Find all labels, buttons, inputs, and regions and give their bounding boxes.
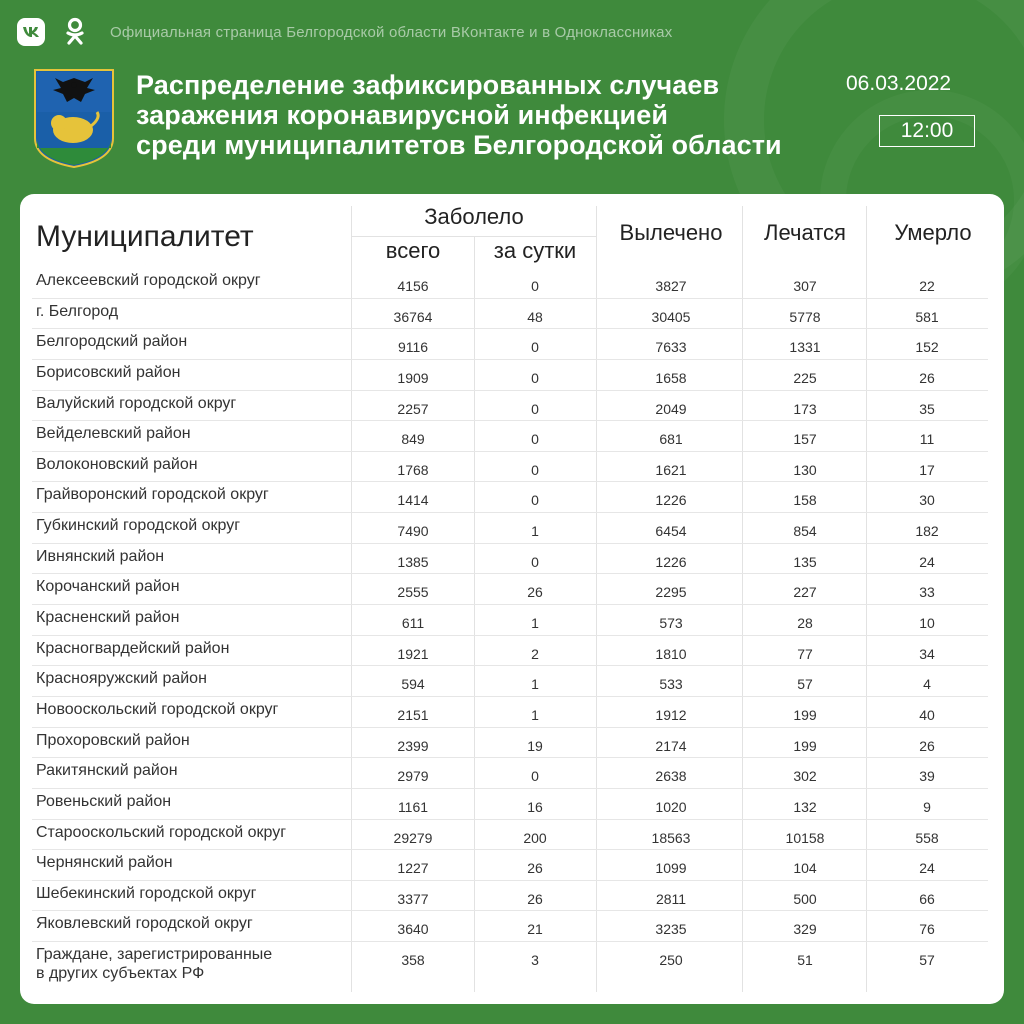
header-sick-day: за сутки bbox=[493, 238, 577, 263]
header-divider bbox=[352, 236, 596, 237]
treated: 51 bbox=[797, 952, 813, 969]
municipality-name: Красненский район bbox=[36, 609, 180, 627]
table-body bbox=[20, 268, 1004, 992]
died: 34 bbox=[919, 645, 935, 662]
died: 57 bbox=[919, 952, 935, 969]
municipality-name: г. Белгород bbox=[36, 302, 119, 320]
municipality-name: Белгородский район bbox=[36, 333, 188, 351]
municipality-name: Корочанский район bbox=[36, 578, 180, 596]
sick-day: 0 bbox=[531, 278, 539, 294]
table-row bbox=[32, 666, 988, 697]
header-died: Умерло bbox=[894, 220, 972, 245]
municipality-name: Ракитянский район bbox=[36, 762, 178, 780]
municipality-name: Шебекинский городской округ bbox=[36, 884, 257, 902]
table-row bbox=[32, 421, 988, 452]
treated: 500 bbox=[793, 890, 817, 907]
treated: 5778 bbox=[789, 308, 821, 325]
sick-total: 36764 bbox=[393, 308, 433, 325]
municipality-name: Алексеевский городской округ bbox=[36, 272, 261, 289]
treated: 302 bbox=[793, 768, 817, 785]
died: 558 bbox=[915, 829, 939, 846]
header-treated: Лечатся bbox=[764, 220, 846, 245]
died: 30 bbox=[919, 492, 935, 509]
sick-total: 29279 bbox=[393, 829, 433, 846]
municipality-name: Борисовский район bbox=[36, 363, 181, 381]
table-row bbox=[32, 360, 988, 391]
treated: 173 bbox=[793, 400, 817, 417]
table-row bbox=[32, 728, 988, 759]
treated: 227 bbox=[793, 584, 817, 601]
table-row bbox=[32, 391, 988, 422]
cured: 1621 bbox=[655, 461, 687, 478]
table-row bbox=[32, 820, 988, 851]
died: 26 bbox=[919, 369, 935, 386]
cured: 1099 bbox=[655, 860, 687, 877]
municipality-name: Грайворонский городской округ bbox=[36, 486, 269, 504]
sick-day: 1 bbox=[531, 676, 539, 693]
cured: 6454 bbox=[655, 523, 687, 540]
table-row bbox=[32, 942, 988, 992]
died: 182 bbox=[915, 523, 939, 540]
sick-total: 611 bbox=[401, 615, 425, 632]
treated: 10158 bbox=[785, 829, 825, 846]
sick-total: 3640 bbox=[397, 921, 429, 938]
died: 4 bbox=[923, 676, 931, 693]
table-row bbox=[32, 758, 988, 789]
sick-day: 3 bbox=[531, 952, 539, 969]
table-row bbox=[32, 636, 988, 667]
sick-total: 9116 bbox=[397, 339, 429, 356]
municipality-name: Яковлевский городской округ bbox=[36, 915, 253, 933]
sick-day: 0 bbox=[531, 339, 539, 356]
died: 24 bbox=[919, 553, 935, 570]
sick-day: 1 bbox=[531, 523, 539, 540]
died: 39 bbox=[919, 768, 935, 785]
municipality-name-line: в других субъектах РФ bbox=[36, 965, 205, 983]
table-row bbox=[32, 544, 988, 575]
sick-day: 21 bbox=[527, 921, 543, 938]
died: 40 bbox=[919, 706, 935, 723]
sick-total: 1161 bbox=[397, 798, 429, 815]
died: 152 bbox=[915, 339, 939, 356]
sick-day: 26 bbox=[527, 890, 543, 907]
odnoklassniki-icon[interactable] bbox=[58, 15, 92, 49]
title-line: среди муниципалитетов Белгородской области bbox=[136, 130, 782, 160]
cured: 250 bbox=[659, 952, 683, 969]
sick-day: 1 bbox=[531, 615, 539, 632]
title-line: Распределение зафиксированных случаев bbox=[136, 70, 720, 100]
table-row bbox=[32, 697, 988, 728]
table-row bbox=[32, 789, 988, 820]
sick-day: 26 bbox=[527, 584, 543, 601]
sick-total: 1768 bbox=[397, 461, 429, 478]
header-sick-total: всего bbox=[385, 238, 441, 263]
died: 35 bbox=[919, 400, 935, 417]
municipality-name: Новооскольский городской округ bbox=[36, 700, 279, 718]
treated: 135 bbox=[793, 553, 817, 570]
municipality-name: Краснояружский район bbox=[36, 670, 207, 688]
report-date: 06.03.2022 bbox=[846, 72, 952, 95]
header-municipality: Муниципалитет bbox=[36, 220, 254, 253]
table-row bbox=[32, 329, 988, 360]
cured: 30405 bbox=[651, 308, 691, 325]
sick-day: 0 bbox=[531, 492, 539, 509]
sick-day: 0 bbox=[531, 400, 539, 417]
treated: 158 bbox=[793, 492, 817, 509]
treated: 28 bbox=[797, 615, 813, 632]
treated: 307 bbox=[793, 278, 817, 294]
cured: 3827 bbox=[655, 278, 687, 294]
sick-day: 0 bbox=[531, 553, 539, 570]
died: 581 bbox=[915, 308, 939, 325]
sick-total: 3377 bbox=[397, 890, 429, 907]
sick-total: 358 bbox=[401, 952, 425, 969]
municipality-name-line: Граждане, зарегистрированные bbox=[36, 946, 273, 964]
municipality-name: Ровеньский район bbox=[36, 792, 172, 810]
treated: 225 bbox=[793, 369, 817, 386]
cured: 2638 bbox=[655, 768, 687, 785]
sick-total: 2399 bbox=[397, 737, 429, 754]
sick-day: 0 bbox=[531, 461, 539, 478]
treated: 157 bbox=[793, 431, 817, 448]
died: 10 bbox=[919, 615, 935, 632]
cured: 2295 bbox=[655, 584, 687, 601]
table-row bbox=[32, 911, 988, 942]
cured: 681 bbox=[659, 431, 683, 448]
municipality-name: Вейделевский район bbox=[36, 425, 191, 443]
sick-day: 16 bbox=[527, 798, 543, 815]
treated: 104 bbox=[793, 860, 817, 877]
died: 26 bbox=[919, 737, 935, 754]
cured: 18563 bbox=[651, 829, 691, 846]
sick-total: 849 bbox=[401, 431, 425, 448]
sick-day: 26 bbox=[527, 860, 543, 877]
sick-total: 1227 bbox=[397, 860, 429, 877]
died: 33 bbox=[919, 584, 935, 601]
treated: 132 bbox=[793, 798, 817, 815]
report-time: 12:00 bbox=[879, 115, 975, 147]
cured: 1810 bbox=[655, 645, 687, 662]
died: 66 bbox=[919, 890, 935, 907]
table-row bbox=[32, 452, 988, 483]
municipality-name bbox=[36, 945, 272, 983]
sick-day: 48 bbox=[527, 308, 543, 325]
table-row bbox=[32, 299, 988, 330]
cured: 533 bbox=[659, 676, 683, 693]
municipality-name: Чернянский район bbox=[36, 854, 173, 872]
sick-total: 594 bbox=[401, 676, 425, 693]
cured: 573 bbox=[659, 615, 683, 632]
sick-total: 7490 bbox=[397, 523, 429, 540]
sick-day: 0 bbox=[531, 369, 539, 386]
table-row bbox=[32, 482, 988, 513]
sick-total: 4156 bbox=[397, 278, 429, 294]
sick-day: 1 bbox=[531, 706, 539, 723]
treated: 130 bbox=[793, 461, 817, 478]
data-table-card bbox=[20, 194, 1004, 1004]
died: 24 bbox=[919, 860, 935, 877]
municipality-name: Прохоровский район bbox=[36, 731, 190, 749]
sick-day: 0 bbox=[531, 768, 539, 785]
cured: 1020 bbox=[655, 798, 687, 815]
died: 9 bbox=[923, 798, 931, 815]
treated: 199 bbox=[793, 737, 817, 754]
treated: 77 bbox=[797, 645, 813, 662]
table-row bbox=[32, 881, 988, 912]
cured: 7633 bbox=[655, 339, 687, 356]
table-row bbox=[32, 850, 988, 881]
sick-total: 1414 bbox=[397, 492, 429, 509]
treated: 57 bbox=[797, 676, 813, 693]
cured: 2811 bbox=[655, 890, 687, 907]
sick-total: 2555 bbox=[397, 584, 429, 601]
social-bar bbox=[14, 14, 672, 50]
municipality-name: Ивнянский район bbox=[36, 547, 165, 565]
municipality-name: Валуйский городской округ bbox=[36, 394, 237, 412]
table-row bbox=[32, 574, 988, 605]
cured: 1226 bbox=[655, 492, 687, 509]
table-row bbox=[32, 513, 988, 544]
sick-total: 1385 bbox=[397, 553, 429, 570]
table-row bbox=[32, 268, 988, 299]
cured: 3235 bbox=[655, 921, 687, 938]
treated: 199 bbox=[793, 706, 817, 723]
title-line: заражения коронавирусной инфекцией bbox=[136, 100, 669, 130]
treated: 1331 bbox=[789, 339, 821, 356]
sick-day: 0 bbox=[531, 431, 539, 448]
sick-day: 200 bbox=[523, 829, 547, 846]
sick-day: 2 bbox=[531, 645, 539, 662]
treated: 854 bbox=[793, 523, 817, 540]
page-title bbox=[136, 70, 816, 160]
cured: 2049 bbox=[655, 400, 687, 417]
sick-day: 19 bbox=[527, 737, 543, 754]
died: 11 bbox=[919, 431, 935, 448]
header-cured: Вылечено bbox=[619, 220, 723, 245]
cured: 1226 bbox=[655, 553, 687, 570]
municipality-name: Старооскольский городской округ bbox=[36, 823, 287, 841]
sick-total: 1909 bbox=[397, 369, 429, 386]
municipality-name: Губкинский городской округ bbox=[36, 517, 241, 535]
cured: 2174 bbox=[655, 737, 687, 754]
municipality-name: Красногвардейский район bbox=[36, 639, 230, 657]
died: 76 bbox=[919, 921, 935, 938]
cured: 1912 bbox=[655, 706, 687, 723]
vk-icon[interactable] bbox=[14, 15, 48, 49]
treated: 329 bbox=[793, 921, 817, 938]
belgorod-crest-icon bbox=[33, 68, 115, 168]
died: 17 bbox=[919, 461, 935, 478]
municipality-name: Волоконовский район bbox=[36, 455, 198, 473]
cured: 1658 bbox=[655, 369, 687, 386]
social-caption: Официальная страница Белгородской области ВКонтакте и в Одноклассниках bbox=[110, 23, 673, 41]
header-sick: Заболело bbox=[424, 204, 524, 229]
sick-total: 2979 bbox=[397, 768, 429, 785]
table-row bbox=[32, 605, 988, 636]
died: 22 bbox=[919, 278, 935, 294]
sick-total: 2257 bbox=[397, 400, 429, 417]
sick-total: 1921 bbox=[397, 645, 429, 662]
sick-total: 2151 bbox=[397, 706, 429, 723]
